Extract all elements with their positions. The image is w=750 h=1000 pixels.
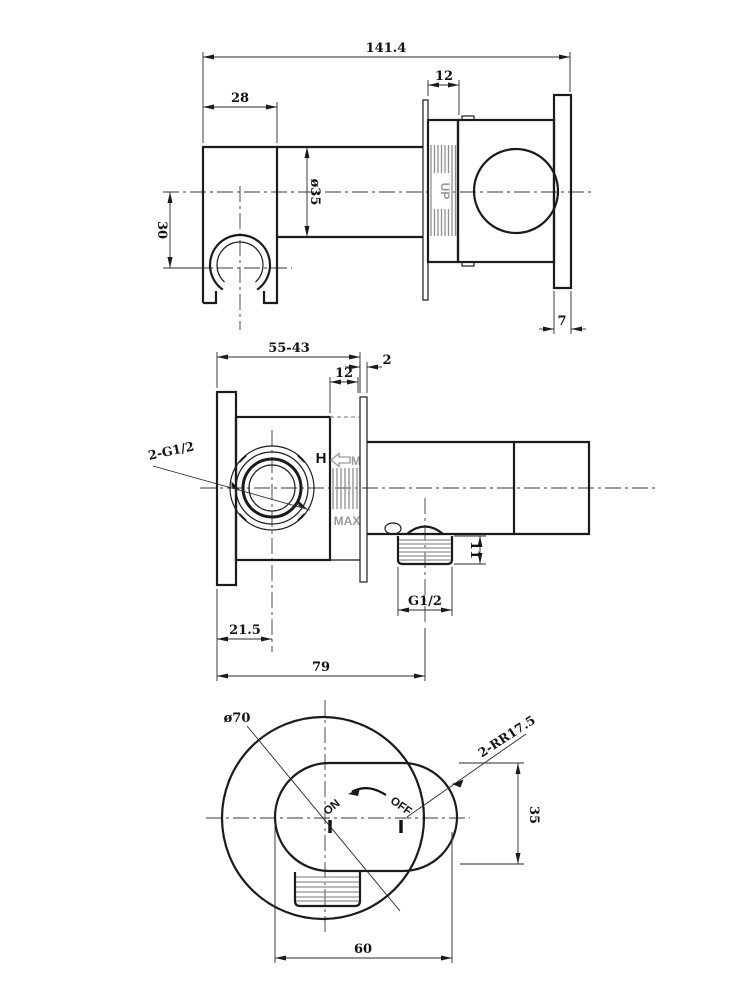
cartridge-thread-hatch [333,468,357,509]
dim-depth-range: 55-43 [268,341,310,356]
handle-knob-side [474,149,558,233]
plan-view [206,700,541,963]
cartridge-markings [316,417,361,560]
handle-plan [275,763,457,871]
dim-thread-length-side: 12 [434,69,454,84]
dim-handle-radius: 2-RR17.5 [475,712,538,761]
dim-total-width: 79 [311,660,331,675]
front-view-dimensions [217,341,486,681]
threaded-connector [428,120,458,262]
dim-inlet-offset: 21.5 [229,623,261,638]
inlet-ports-leader [147,438,310,510]
dim-flange-thickness-front: 2 [382,353,392,368]
onoff-markings [322,788,414,833]
mix-marking: M [351,454,361,468]
flange-diameter-leader [224,711,400,911]
dim-handle-depth: 35 [526,805,541,825]
on-label: ON [321,797,343,818]
rear-flange [554,95,571,288]
dim-holder-offset: 30 [154,220,169,240]
thin-flange-plate [360,397,367,582]
dim-flange-diameter: ø70 [223,711,251,726]
inlet-ports-label: 2-G1/2 [146,438,196,463]
plan-view-dimensions [275,763,541,963]
side-view-centerlines [163,186,595,330]
dim-tube-diameter: ø35 [307,178,322,206]
side-view-dimensions [154,41,586,334]
outlet-connector [385,523,452,564]
mix-direction-arrow-icon [331,454,350,467]
off-label: OFF [387,795,414,819]
plan-outlet-thread [295,872,360,906]
dim-outlet-length: 11 [467,540,482,560]
dim-thread-length-front: 12 [334,366,354,381]
plan-thread-hatch [296,877,359,901]
valve-body-front [236,417,330,560]
valve-body-side [458,116,558,266]
dim-outlet-thread: G1/2 [408,594,442,609]
dim-handle-width: 60 [353,942,373,957]
dim-holder-width: 28 [230,91,250,106]
max-marking: MAX [333,514,361,528]
front-view [147,341,658,681]
hot-marking: H [315,450,327,467]
dim-total-length: 141.4 [365,41,407,56]
dim-flange-thickness-side: 7 [557,314,567,329]
up-marking: UP [438,182,452,200]
side-view [154,41,595,334]
